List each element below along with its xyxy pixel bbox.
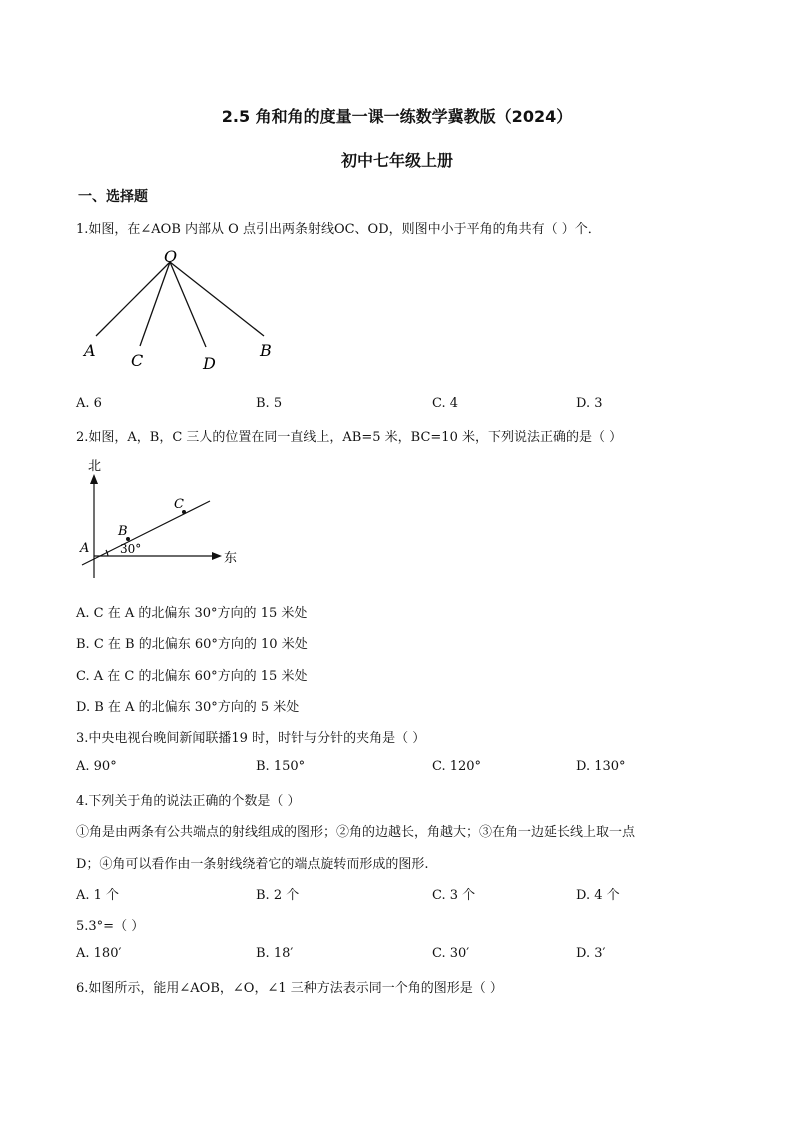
label-b: B bbox=[118, 524, 128, 539]
q5-option-d: D. 3′ bbox=[576, 946, 606, 961]
question-4-body-line-2: D；④角可以看作由一条射线绕着它的端点旋转而形成的图形. bbox=[76, 857, 429, 872]
east-arrowhead bbox=[212, 552, 222, 560]
label-b: B bbox=[260, 341, 272, 360]
q3-option-d: D. 130° bbox=[576, 759, 626, 774]
q4-option-c: C. 3 个 bbox=[432, 888, 476, 903]
q2-option-d: D. B 在 A 的北偏东 30°方向的 5 米处 bbox=[76, 700, 300, 715]
q1-option-c: C. 4 bbox=[432, 396, 459, 411]
question-4-body-line-1: ①角是由两条有公共端点的射线组成的图形；②角的边越长，角越大；③在角一边延长线上取一点 bbox=[76, 825, 636, 840]
q5-option-a: A. 180′ bbox=[76, 946, 122, 961]
q4-option-a: A. 1 个 bbox=[76, 888, 120, 903]
section-heading: 一、选择题 bbox=[78, 189, 148, 205]
label-a: A bbox=[80, 541, 90, 556]
q1-option-d: D. 3 bbox=[576, 396, 603, 411]
label-a: A bbox=[84, 341, 96, 360]
question-1-stem: 1.如图，在∠AOB 内部从 O 点引出两条射线OC、OD，则图中小于平角的角共有（ ）个． bbox=[76, 222, 601, 237]
q4-option-d: D. 4 个 bbox=[576, 888, 620, 903]
question-6-stem: 6.如图所示，能用∠AOB，∠O，∠1 三种方法表示同一个角的图形是（ ） bbox=[76, 981, 503, 996]
north-arrowhead bbox=[90, 474, 98, 484]
question-2-figure bbox=[76, 454, 246, 584]
question-1-figure bbox=[76, 244, 296, 379]
q3-option-a: A. 90° bbox=[76, 759, 117, 774]
q2-option-b: B. C 在 B 的北偏东 60°方向的 10 米处 bbox=[76, 637, 308, 652]
label-c: C bbox=[174, 497, 184, 512]
label-c: C bbox=[131, 351, 144, 370]
label-d: D bbox=[203, 354, 216, 373]
q2-option-c: C. A 在 C 的北偏东 60°方向的 15 米处 bbox=[76, 669, 308, 684]
label-o: O bbox=[164, 247, 178, 266]
label-angle: 30° bbox=[120, 542, 142, 556]
q2-option-a: A. C 在 A 的北偏东 30°方向的 15 米处 bbox=[76, 606, 308, 621]
page-title: 2.5 角和角的度量一课一练数学冀教版（2024） bbox=[221, 107, 573, 126]
q4-option-b: B. 2 个 bbox=[256, 888, 300, 903]
q3-option-c: C. 120° bbox=[432, 759, 482, 774]
page-subtitle: 初中七年级上册 bbox=[340, 151, 453, 170]
q5-option-c: C. 30′ bbox=[432, 946, 470, 961]
label-north: 北 bbox=[88, 459, 102, 474]
q1-option-b: B. 5 bbox=[256, 396, 283, 411]
question-5-stem: 5.3°=（ ） bbox=[76, 919, 145, 934]
question-2-stem: 2.如图，A，B，C 三人的位置在同一直线上，AB=5 米，BC=10 米，下列说法正确的是（ ） bbox=[76, 430, 623, 445]
q5-option-b: B. 18′ bbox=[256, 946, 294, 961]
q3-option-b: B. 150° bbox=[256, 759, 306, 774]
question-4-stem: 4.下列关于角的说法正确的个数是（ ） bbox=[76, 794, 301, 809]
q1-option-a: A. 6 bbox=[76, 396, 102, 411]
question-3-stem: 3.中央电视台晚间新闻联播19 时，时针与分针的夹角是（ ） bbox=[76, 731, 426, 746]
label-east: 东 bbox=[224, 551, 238, 566]
